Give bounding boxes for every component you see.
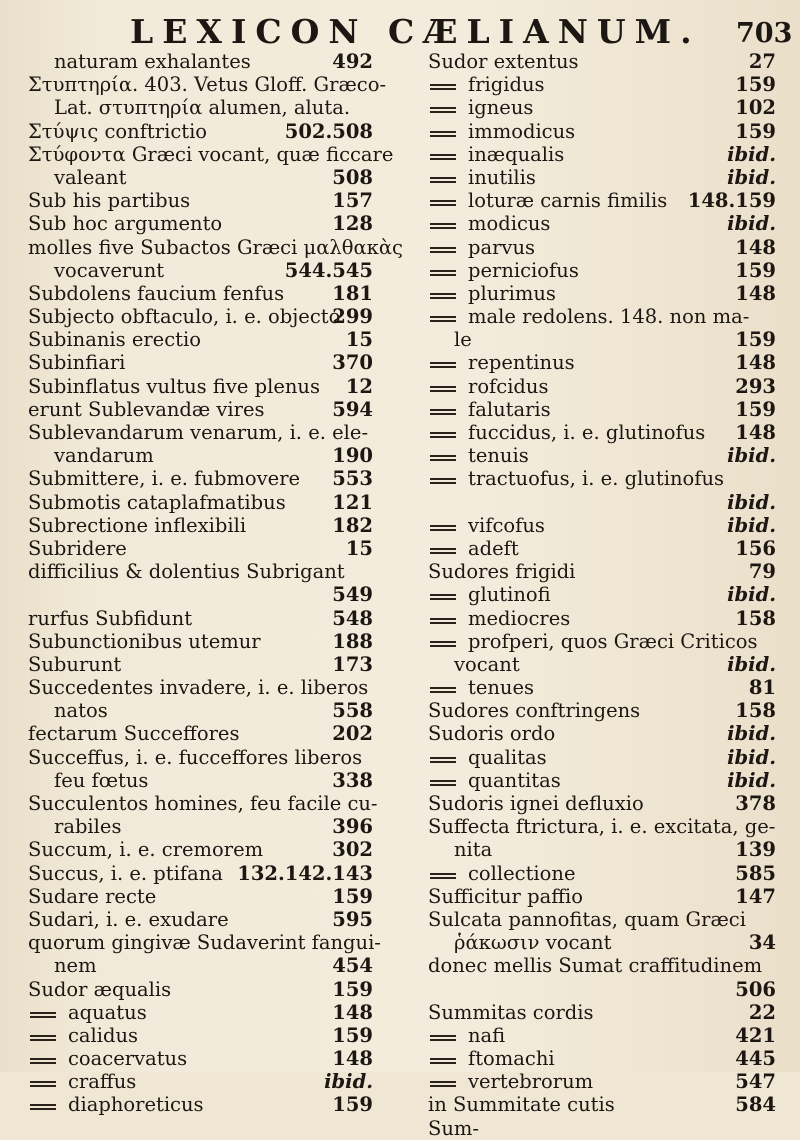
entry-term: vocant: [454, 652, 520, 676]
running-title: LEXICON CÆLIANUM.: [130, 12, 701, 51]
entry-term: Sub hoc argumento: [28, 212, 223, 236]
index-entry: [28, 50, 373, 73]
entry-page-ref: 79: [748, 560, 776, 584]
index-entry: [428, 1047, 776, 1070]
index-entry: [428, 1117, 776, 1140]
entry-page-ref: ibid.: [727, 513, 776, 537]
entry-page-ref: ibid.: [324, 1070, 373, 1094]
entry-page-ref: 147: [735, 884, 776, 908]
entry-page-ref: 370: [332, 351, 373, 375]
entry-term: fectarum Succeffores: [28, 722, 240, 746]
entry-page-ref: ibid.: [727, 768, 776, 792]
index-entry: [28, 931, 381, 955]
entry-term: coacervatus: [68, 1047, 188, 1071]
entry-term: Subridere: [28, 536, 127, 560]
entry-term: valeant: [54, 165, 127, 189]
entry-term: mediocres: [468, 606, 571, 630]
entry-term: Suburunt: [28, 652, 122, 676]
ditto-dash: [430, 200, 456, 206]
index-entry: [428, 908, 776, 931]
index-entry: [428, 444, 776, 467]
index-entry: [428, 746, 776, 769]
index-entry: [428, 328, 776, 351]
ditto-dash: [430, 548, 456, 554]
entry-term: nafi: [468, 1023, 506, 1047]
entry-page-ref: 158: [735, 699, 776, 723]
index-entry: [428, 491, 776, 514]
index-entry: [28, 444, 373, 467]
index-entry: [28, 305, 373, 328]
entry-page-ref: 548: [332, 606, 373, 630]
entry-page-ref: 148: [735, 421, 776, 444]
entry-page-ref: 188: [332, 629, 373, 653]
entry-term: falutaris: [468, 397, 551, 421]
entry-term: vifcofus: [468, 513, 545, 537]
index-entry: [428, 259, 776, 282]
entry-term: molles five Subactos Græci μαλθακὰς: [28, 235, 403, 259]
index-entry: [428, 421, 776, 444]
index-entry: [28, 1047, 373, 1070]
entry-page-ref: 148: [332, 1047, 373, 1071]
index-entry: [28, 328, 373, 351]
index-entry: [28, 908, 373, 931]
index-entry: [28, 398, 373, 421]
entry-term: ftomachi: [468, 1047, 555, 1071]
index-entry: [28, 96, 373, 119]
entry-term: Sudor extentus: [428, 50, 579, 73]
entry-page-ref: ibid.: [727, 444, 776, 468]
entry-page-ref: 12: [345, 374, 373, 398]
entry-term: Suffecta ftrictura, i. e. excitata, ge-: [428, 815, 776, 839]
entry-term: quorum gingivæ Sudaverint fangui-: [28, 931, 381, 955]
entry-page-ref: 159: [735, 328, 776, 352]
index-entry: [28, 1024, 373, 1047]
ditto-dash: [430, 1081, 456, 1087]
index-entry: [28, 862, 373, 885]
entry-page-ref: 15: [345, 328, 373, 352]
entry-term: natos: [54, 699, 108, 723]
entry-term: vocaverunt: [54, 258, 165, 282]
index-entry: [28, 73, 387, 97]
ditto-dash: [430, 618, 456, 624]
entry-page-ref: 159: [332, 884, 373, 908]
index-entry: [428, 607, 776, 630]
entry-term: Succeffus, i. e. fucceffores liberos: [28, 745, 363, 769]
index-entry: [28, 189, 373, 212]
entry-page-ref: 595: [332, 907, 373, 931]
index-entry: [428, 189, 776, 212]
index-entry: [428, 236, 776, 259]
index-entry: [428, 815, 776, 838]
index-entry: [428, 699, 776, 722]
index-entry: [28, 978, 373, 1001]
entry-page-ref: ibid.: [727, 583, 776, 607]
entry-term: in Summitate cutis: [428, 1093, 615, 1117]
index-entry: [28, 815, 373, 838]
index-entry: [428, 375, 776, 398]
entry-page-ref: ibid.: [727, 652, 776, 676]
entry-term: aquatus: [68, 1000, 147, 1024]
right-column: [428, 50, 776, 1140]
entry-term: inutilis: [468, 165, 536, 189]
entry-page-ref: 378: [735, 792, 776, 815]
index-entry: [428, 514, 776, 537]
entry-term: Sudores frigidi: [428, 560, 576, 584]
index-entry: [428, 50, 776, 73]
entry-page-ref: 148: [735, 281, 776, 305]
index-entry: [428, 792, 776, 815]
index-entry: [28, 560, 373, 583]
index-entry: [28, 722, 373, 745]
entry-term: Στύφοντα Græci vocant, quæ ficcare: [28, 142, 394, 166]
index-entry: [428, 143, 776, 166]
entry-page-ref: 182: [332, 513, 373, 537]
entry-term: Sudor æqualis: [28, 977, 172, 1001]
index-entry: [28, 120, 373, 143]
entry-term: Subunctionibus utemur: [28, 629, 261, 653]
ditto-dash: [430, 386, 456, 392]
entry-term: Succulentos homines, feu facile cu-: [28, 792, 378, 815]
entry-page-ref: 549: [332, 583, 373, 607]
index-entry: [428, 166, 776, 189]
ditto-dash: [430, 107, 456, 113]
index-entry: [28, 746, 373, 769]
entry-term: igneus: [468, 96, 534, 120]
entry-term: frigidus: [468, 73, 545, 97]
entry-term: male redolens. 148. non ma-: [468, 305, 750, 329]
entry-page-ref: ibid.: [727, 165, 776, 189]
index-entry: [28, 282, 373, 305]
entry-term: modicus: [468, 212, 551, 236]
entry-term: collectione: [468, 861, 576, 885]
index-entry: [28, 792, 378, 815]
ditto-dash: [430, 641, 456, 647]
entry-term: quantitas: [468, 768, 561, 792]
entry-page-ref: 585: [735, 861, 776, 885]
entry-term: naturam exhalantes: [54, 50, 251, 73]
index-entry: [428, 467, 776, 490]
index-entry: [428, 769, 776, 792]
entry-page-ref: 558: [332, 699, 373, 723]
entry-term: tenues: [468, 676, 535, 700]
entry-page-ref: 454: [332, 954, 373, 978]
entry-page-ref: 159: [332, 1023, 373, 1047]
entry-page-ref: 157: [332, 189, 373, 213]
index-entry: [428, 1024, 776, 1047]
entry-term: Sulcata pannofitas, quam Græci: [428, 907, 746, 931]
index-entry: [28, 212, 373, 235]
ditto-dash: [430, 223, 456, 229]
entry-term: Succus, i. e. ptifana: [28, 861, 223, 885]
entry-term: Sudari, i. e. exudare: [28, 907, 229, 931]
entry-page-ref: 139: [735, 838, 776, 862]
entry-term: Subinfiari: [28, 351, 126, 375]
index-entry: [28, 537, 373, 560]
entry-page-ref: 584: [735, 1093, 776, 1117]
entry-page-ref: 544.545: [284, 258, 373, 282]
entry-term: tenuis: [468, 444, 529, 468]
entry-term: rofcidus: [468, 374, 549, 398]
index-entry: [428, 282, 776, 305]
ditto-dash: [430, 131, 456, 137]
entry-term: diaphoreticus: [68, 1093, 204, 1117]
entry-page-ref: ibid.: [727, 722, 776, 746]
ditto-dash: [30, 1058, 56, 1064]
index-entry: [28, 630, 373, 653]
ditto-dash: [430, 409, 456, 415]
entry-page-ref: 302: [332, 838, 373, 862]
index-entry: [28, 1093, 373, 1116]
index-entry: [28, 769, 373, 792]
entry-page-ref: 81: [748, 676, 776, 700]
entry-term: fuccidus, i. e. glutinofus: [468, 421, 706, 444]
index-entry: [28, 676, 373, 699]
entry-page-ref: 506: [735, 977, 776, 1001]
ditto-dash: [430, 1058, 456, 1064]
entry-term: Sublevandarum venarum, i. e. ele-: [28, 421, 369, 444]
entry-page-ref: 121: [332, 490, 373, 514]
index-entry: [428, 583, 776, 606]
ditto-dash: [430, 455, 456, 461]
entry-page-ref: 128: [332, 212, 373, 236]
index-entry: [28, 885, 373, 908]
entry-term: Summitas cordis: [428, 1000, 594, 1024]
index-entry: [428, 630, 776, 653]
entry-page-ref: 156: [735, 536, 776, 560]
entry-page-ref: 502.508: [284, 119, 373, 143]
index-entry: [428, 676, 776, 699]
entry-page-ref: 338: [332, 768, 373, 792]
index-entry: [28, 583, 373, 606]
index-entry: [28, 1001, 373, 1024]
index-entry: [428, 1093, 776, 1116]
entry-page-ref: 15: [345, 536, 373, 560]
index-entry: [428, 653, 776, 676]
ditto-dash: [30, 1081, 56, 1087]
index-entry: [428, 96, 776, 119]
index-entry: [28, 351, 373, 374]
entry-term: immodicus: [468, 119, 576, 143]
entry-page-ref: 148: [735, 235, 776, 259]
entry-term: tractuofus, i. e. glutinofus: [468, 467, 725, 491]
entry-term: perniciofus: [468, 258, 579, 282]
entry-term: nita: [454, 838, 493, 862]
entry-term: Succedentes invadere, i. e. liberos: [28, 676, 369, 700]
entry-term: inæqualis: [468, 142, 565, 166]
index-entry: [28, 235, 403, 259]
entry-term: feu fœtus: [54, 768, 149, 792]
index-entry: [28, 142, 394, 166]
entry-term: glutinofi: [468, 583, 551, 607]
ditto-dash: [430, 525, 456, 531]
ditto-dash: [430, 362, 456, 368]
index-entry: [28, 491, 373, 514]
entry-page-ref: 202: [332, 722, 373, 746]
entry-term: Lat. στυπτηρία alumen, aluta.: [54, 96, 351, 120]
entry-term: ῥάκωσιν vocant: [454, 931, 612, 955]
entry-term: Sudoris ignei defluxio: [428, 792, 644, 815]
entry-term: Sudare recte: [28, 884, 157, 908]
index-entry: [428, 954, 776, 977]
entry-term: Subrectione inflexibili: [28, 513, 247, 537]
entry-page-ref: 159: [735, 73, 776, 97]
ditto-dash: [430, 757, 456, 763]
page-number: 703: [736, 18, 793, 49]
index-entry: [28, 375, 373, 398]
entry-term: craffus: [68, 1070, 137, 1094]
entry-term: vertebrorum: [468, 1070, 594, 1094]
entry-page-ref: 159: [332, 1093, 373, 1117]
index-entry: [428, 862, 776, 885]
entry-page-ref: 547: [735, 1070, 776, 1094]
entry-term: Sudores conftringens: [428, 699, 641, 723]
entry-page-ref: 159: [735, 397, 776, 421]
left-column: [28, 50, 403, 1117]
entry-page-ref: ibid.: [727, 745, 776, 769]
ditto-dash: [430, 478, 456, 484]
entry-term: plurimus: [468, 281, 556, 305]
entry-page-ref: ibid.: [727, 142, 776, 166]
index-entry: [428, 1070, 776, 1093]
entry-term: Sum-: [428, 1116, 479, 1140]
index-entry: [28, 838, 373, 861]
entry-term: Sudoris ordo: [428, 722, 556, 746]
entry-term: Submittere, i. e. fubmovere: [28, 467, 301, 491]
entry-page-ref: 492: [332, 50, 373, 73]
entry-term: qualitas: [468, 745, 547, 769]
entry-term: Sufficitur paffio: [428, 884, 584, 908]
index-entry: [28, 514, 373, 537]
entry-term: nem: [54, 954, 97, 978]
entry-page-ref: 158: [735, 606, 776, 630]
entry-term: Succum, i. e. cremorem: [28, 838, 264, 862]
entry-term: Subinflatus vultus five plenus: [28, 374, 320, 398]
entry-term: repentinus: [468, 351, 575, 375]
ditto-dash: [430, 293, 456, 299]
entry-page-ref: 159: [332, 977, 373, 1001]
entry-term: donec mellis Sumat craffitudinem: [428, 954, 763, 978]
entry-term: Στυπτηρία. 403. Vetus Gloff. Græco-: [28, 73, 387, 97]
ditto-dash: [430, 247, 456, 253]
entry-term: le: [454, 328, 472, 352]
entry-term: rurfus Subfidunt: [28, 606, 193, 630]
entry-page-ref: 148: [735, 351, 776, 375]
index-entry: [428, 885, 776, 908]
index-entry: [428, 305, 776, 328]
ditto-dash: [30, 1035, 56, 1041]
ditto-dash: [30, 1012, 56, 1018]
ditto-dash: [430, 84, 456, 90]
index-entry: [28, 166, 373, 189]
entry-term: Subinanis erectio: [28, 328, 201, 352]
index-entry: [428, 73, 776, 96]
index-entry: [28, 653, 373, 676]
ditto-dash: [30, 1104, 56, 1110]
index-entry: [428, 120, 776, 143]
entry-page-ref: 553: [332, 467, 373, 491]
entry-term: loturæ carnis fimilis: [468, 189, 668, 213]
index-entry: [28, 954, 373, 977]
index-entry: [28, 467, 373, 490]
entry-term: profperi, quos Græci Criticos: [468, 629, 758, 653]
entry-page-ref: 148.159: [687, 189, 776, 213]
entry-term: Subjecto obftaculo, i. e. objecto: [28, 305, 341, 329]
entry-page-ref: 181: [332, 281, 373, 305]
entry-page-ref: 102: [735, 96, 776, 120]
page-header: [0, 10, 800, 54]
index-entry: [28, 1070, 373, 1093]
entry-page-ref: 421: [735, 1023, 776, 1047]
ditto-dash: [430, 873, 456, 879]
ditto-dash: [430, 432, 456, 438]
entry-page-ref: 159: [735, 119, 776, 143]
entry-page-ref: 190: [332, 444, 373, 468]
index-entry: [428, 931, 776, 954]
entry-term: Sub his partibus: [28, 189, 191, 213]
entry-page-ref: 27: [748, 50, 776, 73]
index-entry: [28, 607, 373, 630]
entry-page-ref: 293: [735, 374, 776, 398]
index-entry: [428, 537, 776, 560]
index-entry: [428, 398, 776, 421]
entry-term: erunt Sublevandæ vires: [28, 397, 265, 421]
entry-term: Στύψις conftrictio: [28, 119, 208, 143]
entry-term: Subdolens faucium fenfus: [28, 281, 285, 305]
entry-page-ref: 132.142.143: [237, 861, 373, 885]
entry-page-ref: 594: [332, 397, 373, 421]
entry-page-ref: 173: [332, 652, 373, 676]
ditto-dash: [430, 316, 456, 322]
index-entry: [28, 259, 373, 282]
entry-page-ref: ibid.: [727, 490, 776, 514]
index-entry: [428, 722, 776, 745]
index-entry: [428, 838, 776, 861]
entry-page-ref: ibid.: [727, 212, 776, 236]
entry-page-ref: 396: [332, 815, 373, 839]
index-entry: [428, 351, 776, 374]
entry-term: Submotis cataplafmatibus: [28, 490, 286, 514]
ditto-dash: [430, 687, 456, 693]
index-entry: [28, 421, 373, 444]
ditto-dash: [430, 780, 456, 786]
ditto-dash: [430, 270, 456, 276]
entry-term: vandarum: [54, 444, 154, 468]
index-entry: [428, 212, 776, 235]
entry-page-ref: 159: [735, 258, 776, 282]
entry-term: adeft: [468, 536, 519, 560]
index-entry: [428, 978, 776, 1001]
entry-term: rabiles: [54, 815, 122, 839]
entry-page-ref: 34: [748, 931, 776, 955]
index-entry: [28, 699, 373, 722]
ditto-dash: [430, 594, 456, 600]
ditto-dash: [430, 154, 456, 160]
entry-term: parvus: [468, 235, 536, 259]
entry-page-ref: 445: [735, 1047, 776, 1071]
index-entry: [428, 560, 776, 583]
entry-term: difficilius & dolentius Subrigant: [28, 560, 345, 584]
entry-term: calidus: [68, 1023, 139, 1047]
ditto-dash: [430, 177, 456, 183]
entry-page-ref: 148: [332, 1000, 373, 1024]
entry-page-ref: 22: [748, 1000, 776, 1024]
index-entry: [428, 1001, 776, 1024]
ditto-dash: [430, 1035, 456, 1041]
entry-page-ref: 508: [332, 165, 373, 189]
entry-page-ref: 299: [332, 305, 373, 329]
